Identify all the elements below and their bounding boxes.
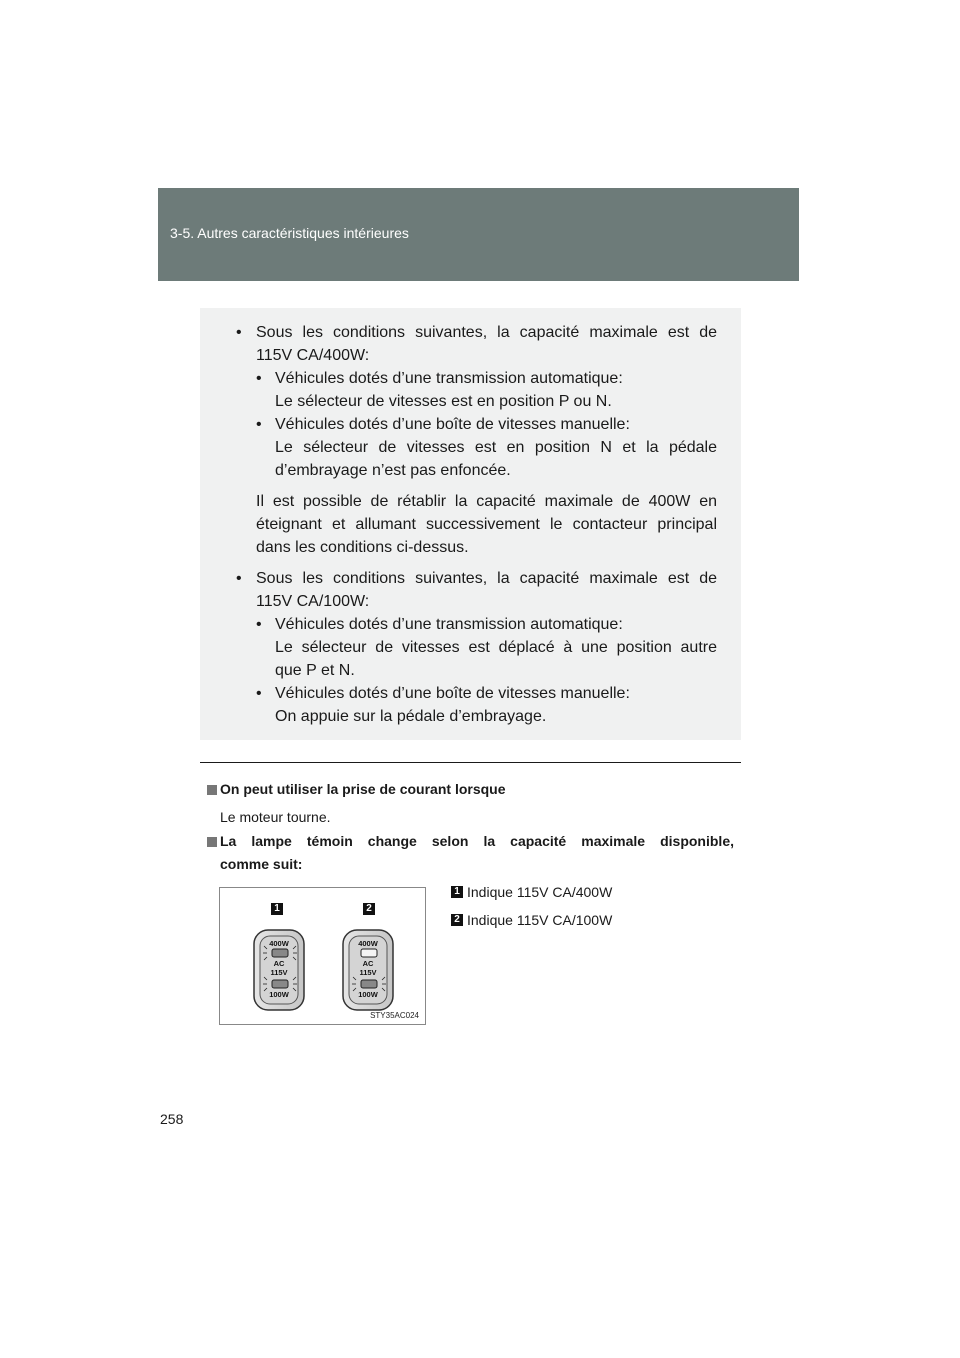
note-bullet1-sub2-line2: Le sélecteur de vitesses est en position N et la pédale	[275, 439, 717, 456]
bullet-glyph: •	[256, 370, 262, 387]
section1-body: Le moteur tourne.	[220, 809, 331, 825]
note-bullet2-sub1-line3: que P et N.	[275, 662, 355, 679]
indicator2-label-115v: 115V	[359, 968, 377, 977]
page-number: 258	[160, 1111, 184, 1127]
section2-heading-line1: La lampe témoin change selon la capacité maximale disponible,	[220, 833, 734, 849]
bullet-glyph: •	[236, 570, 242, 587]
note-bullet1-sub2-line1: Véhicules dotés d’une boîte de vitesses manuelle:	[275, 416, 630, 433]
indicator2-label-400w: 400W	[358, 939, 378, 948]
indicator2-label-ac: AC	[362, 959, 374, 968]
note-bullet2-sub1-line1: Véhicules dotés d’une transmission automatique:	[275, 616, 623, 633]
bullet-glyph: •	[236, 324, 242, 341]
indicator1-label-400w: 400W	[269, 939, 289, 948]
section2-heading-line2: comme suit:	[220, 856, 303, 872]
indicator1-label-100w: 100W	[269, 990, 289, 999]
bullet-glyph: •	[256, 685, 262, 702]
caption-badge-2: 2	[451, 914, 463, 926]
indicator2-label-100w: 100W	[358, 990, 378, 999]
note-paragraph-line3: dans les conditions ci-dessus.	[256, 539, 469, 556]
indicator-drawing	[220, 888, 427, 1026]
note-paragraph-line2: éteignant et allumant successivement le contacteur principal	[256, 516, 717, 533]
note-bullet1-sub1-line2: Le sélecteur de vitesses est en position P ou N.	[275, 393, 612, 410]
section-header-band	[158, 188, 799, 281]
indicator-figure	[219, 887, 426, 1025]
section-divider	[200, 762, 741, 763]
indicator1-label-115v: 115V	[270, 968, 288, 977]
indicator1-label-ac: AC	[273, 959, 285, 968]
bullet-glyph: •	[256, 416, 262, 433]
square-bullet-icon	[207, 837, 217, 847]
note-bullet1-sub1-line1: Véhicules dotés d’une transmission automatique:	[275, 370, 623, 387]
caption-1-text: Indique 115V CA/400W	[467, 884, 613, 900]
caption-2-text: Indique 115V CA/100W	[467, 912, 613, 928]
note-bullet2-sub2-line1: Véhicules dotés d’une boîte de vitesses manuelle:	[275, 685, 630, 702]
note-bullet2-sub1-line2: Le sélecteur de vitesses est déplacé à une position autre	[275, 639, 717, 656]
note-bullet1-line1: Sous les conditions suivantes, la capacité maximale est de	[256, 324, 717, 341]
figure-badge-2: 2	[363, 903, 375, 915]
note-paragraph-line1: Il est possible de rétablir la capacité maximale de 400W en	[256, 493, 717, 510]
note-bullet1-sub2-line3: d’embrayage n’est pas enfoncée.	[275, 462, 511, 479]
figure-code: STY35AC024	[370, 1011, 419, 1020]
note-bullet2-line2: 115V CA/100W:	[256, 593, 370, 610]
caption-badge-1: 1	[451, 886, 463, 898]
note-bullet1-line2: 115V CA/400W:	[256, 347, 370, 364]
figure-badge-1: 1	[271, 903, 283, 915]
square-bullet-icon	[207, 785, 217, 795]
bullet-glyph: •	[256, 616, 262, 633]
section1-heading: On peut utiliser la prise de courant lorsque	[220, 781, 506, 797]
note-bullet2-line1: Sous les conditions suivantes, la capacité maximale est de	[256, 570, 717, 587]
note-box	[200, 308, 741, 740]
note-bullet2-sub2-line2: On appuie sur la pédale d’embrayage.	[275, 708, 547, 725]
section-title: 3-5. Autres caractéristiques intérieures	[170, 225, 409, 241]
